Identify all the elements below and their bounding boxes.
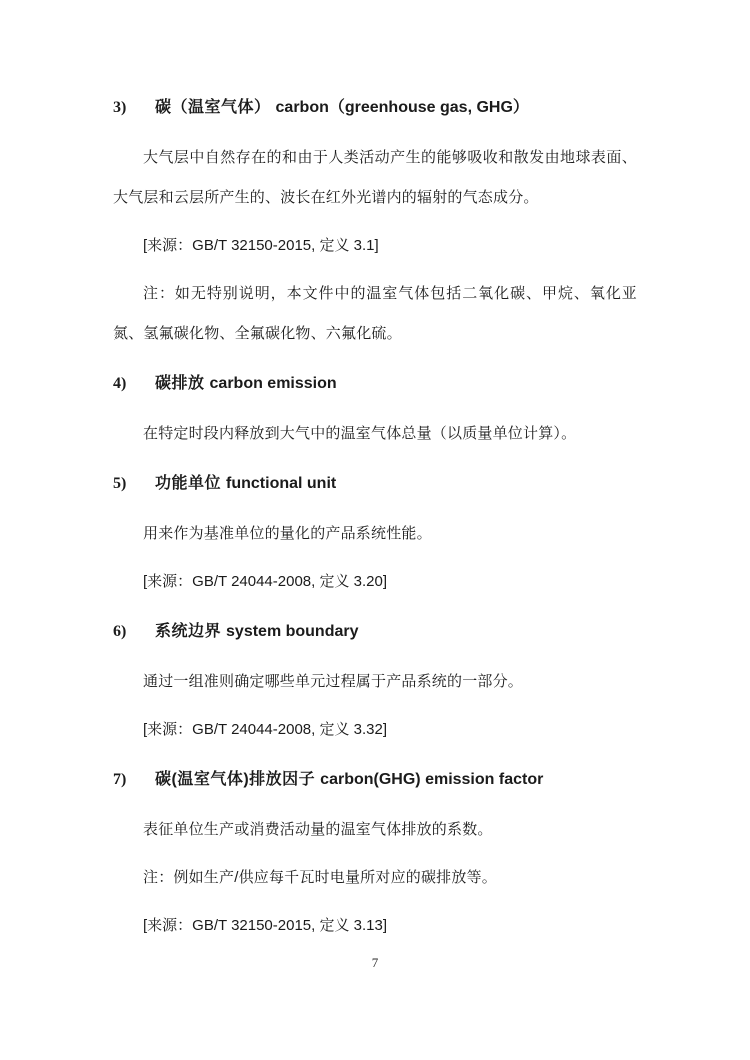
- term-heading: [113, 88, 637, 128]
- term-note: 注：如无特别说明，本文件中的温室气体包括二氧化碳、甲烷、氧化亚氮、氢氟碳化物、全氟碳化物、六氟化硫。: [113, 285, 637, 342]
- term-source: [来源：GB/T 24044-2008, 定义 3.20]: [143, 573, 388, 590]
- term-name-en: functional unit: [226, 475, 337, 492]
- term-heading: [113, 464, 637, 504]
- term-number: 6): [113, 623, 127, 640]
- term-definition: 大气层中自然存在的和由于人类活动产生的能够吸收和散发由地球表面、大气层和云层所产生的、波长在红外光谱内的辐射的气态成分。: [113, 149, 637, 206]
- term-source: [来源：GB/T 32150-2015, 定义 3.1]: [143, 237, 379, 254]
- term-definition: 在特定时段内释放到大气中的温室气体总量（以质量单位计算）。: [143, 425, 577, 442]
- term-definition: 用来作为基准单位的量化的产品系统性能。: [143, 525, 432, 542]
- term-definition: 表征单位生产或消费活动量的温室气体排放的系数。: [143, 821, 493, 838]
- term-name-zh: 碳（温室气体）: [155, 99, 271, 116]
- term-block-7: [113, 760, 637, 946]
- term-source: [来源：GB/T 24044-2008, 定义 3.32]: [143, 721, 388, 738]
- term-name-zh: 碳排放: [155, 375, 205, 392]
- term-number: 7): [113, 771, 127, 788]
- term-name-en: system boundary: [226, 623, 359, 640]
- term-name-en: carbon emission: [209, 375, 337, 392]
- term-block-6: [113, 612, 637, 750]
- term-source: [来源：GB/T 32150-2015, 定义 3.13]: [143, 917, 388, 934]
- term-heading: [113, 760, 637, 800]
- term-block-5: [113, 464, 637, 602]
- term-name-zh: 功能单位: [155, 475, 222, 492]
- term-note: 注：例如生产/供应每千瓦时电量所对应的碳排放等。: [143, 869, 497, 886]
- term-name-zh: 碳(温室气体)排放因子: [155, 771, 316, 788]
- term-heading: [113, 612, 637, 652]
- term-definition: 通过一组准则确定哪些单元过程属于产品系统的一部分。: [143, 673, 524, 690]
- term-heading: [113, 364, 637, 404]
- term-number: 5): [113, 475, 127, 492]
- term-name-zh: 系统边界: [155, 623, 222, 640]
- page-number: 7: [371, 955, 379, 970]
- term-number: 4): [113, 375, 127, 392]
- term-name-en: carbon(GHG) emission factor: [320, 771, 544, 788]
- term-number: 3): [113, 99, 127, 116]
- term-block-3: [113, 88, 637, 354]
- term-name-en: carbon（greenhouse gas, GHG）: [275, 99, 529, 116]
- term-block-4: [113, 364, 637, 454]
